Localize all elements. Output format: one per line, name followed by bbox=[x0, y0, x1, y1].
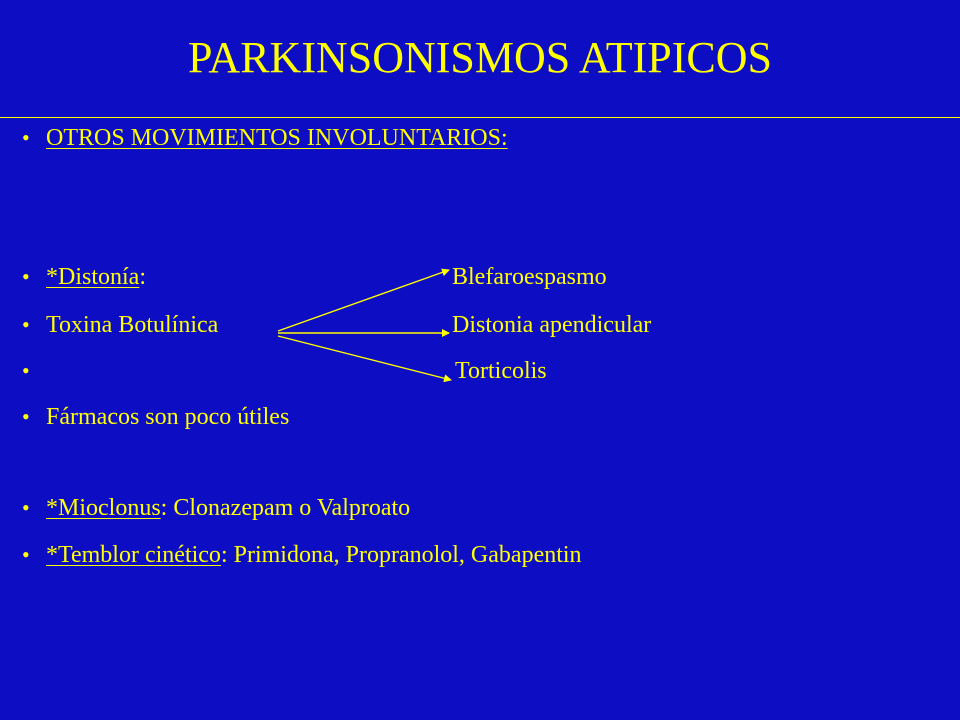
distonia-line bbox=[46, 262, 146, 292]
bullet-marker: • bbox=[22, 495, 30, 520]
slide-title: PARKINSONISMOS ATIPICOS bbox=[188, 33, 772, 82]
target-distonia-apendicular: Distonia apendicular bbox=[452, 312, 652, 338]
bullet-marker: • bbox=[22, 125, 30, 150]
mioclonus-colon: : bbox=[160, 495, 168, 521]
section-heading-text: OTROS MOVIMIENTOS INVOLUNTARIOS: bbox=[46, 125, 508, 151]
bullet-marker: • bbox=[22, 264, 30, 289]
bullet-marker: • bbox=[22, 312, 30, 337]
target-blefaroespasmo: Blefaroespasmo bbox=[452, 264, 607, 290]
temblor-text: Primidona, Propranolol, Gabapentin bbox=[227, 542, 582, 568]
bullet-marker: • bbox=[22, 542, 30, 567]
arrow-to-torticolis bbox=[278, 336, 451, 380]
toxina-line: Toxina Botulínica bbox=[46, 312, 219, 338]
temblor-label: *Temblor cinético bbox=[46, 542, 221, 568]
title-divider bbox=[0, 117, 960, 118]
bullet-marker: • bbox=[22, 404, 30, 429]
bullet-marker: • bbox=[22, 358, 30, 383]
farmacos-line: Fármacos son poco útiles bbox=[46, 404, 290, 430]
mioclonus-line bbox=[46, 493, 410, 523]
temblor-line bbox=[46, 540, 582, 570]
section-heading bbox=[46, 123, 508, 153]
temblor-colon: : bbox=[220, 542, 228, 568]
arrow-to-blefaroespasmo bbox=[278, 270, 449, 331]
distonia-label: *Distonía bbox=[46, 264, 140, 290]
target-torticolis: Torticolis bbox=[455, 358, 547, 384]
distonia-colon: : bbox=[139, 264, 146, 290]
mioclonus-text: Clonazepam o Valproato bbox=[167, 495, 411, 521]
mioclonus-label: *Mioclonus bbox=[46, 495, 161, 521]
